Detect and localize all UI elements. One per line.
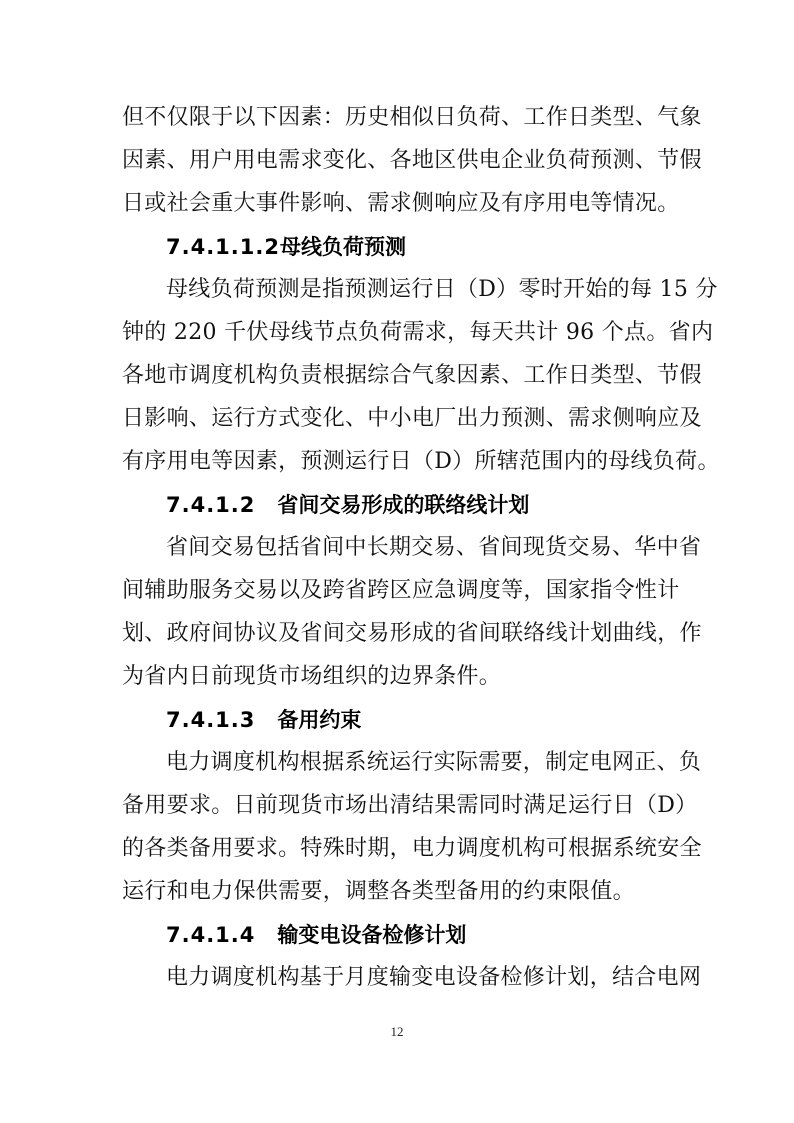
section-heading: [166, 490, 529, 520]
paragraph-line: 各地市调度机构负责根据综合气象因素、工作日类型、节假: [122, 363, 702, 388]
section-number: 7.4.1.1.2: [166, 235, 280, 259]
paragraph-line: 为省内日前现货市场组织的边界条件。: [122, 664, 502, 689]
paragraph-line: 备用要求。日前现货市场出清结果需同时满足运行日（D）: [122, 793, 698, 818]
section-number: 7.4.1.4: [166, 923, 256, 947]
paragraph-line: 日或社会重大事件影响、需求侧响应及有序用电等情况。: [122, 191, 680, 216]
paragraph-line: 的各类备用要求。特殊时期，电力调度机构可根据系统安全: [122, 836, 702, 861]
paragraph-line: 电力调度机构基于月度输变电设备检修计划，结合电网: [166, 965, 702, 990]
section-title: 省间交易形成的联络线计划: [277, 493, 530, 517]
section-heading: [166, 705, 361, 735]
paragraph-line: 钟的 220 千伏母线节点负荷需求，每天共计 96 个点。省内: [122, 320, 714, 345]
paragraph-line: 日影响、运行方式变化、中小电厂出力预测、需求侧响应及: [122, 406, 702, 431]
paragraph-line: 运行和电力保供需要，调整各类型备用的约束限值。: [122, 879, 635, 904]
section-number: 7.4.1.2: [166, 493, 256, 517]
paragraph-line: 因素、用户用电需求变化、各地区供电企业负荷预测、节假: [122, 148, 702, 173]
section-title: 母线负荷预测: [279, 235, 406, 259]
page-number: 12: [390, 1024, 404, 1039]
paragraph-line: 母线负荷预测是指预测运行日（D）零时开始的每 15 分: [166, 277, 718, 302]
paragraph-line: 划、政府间协议及省间交易形成的省间联络线计划曲线，作: [122, 621, 702, 646]
paragraph-line: 有序用电等因素，预测运行日（D）所辖范围内的母线负荷。: [122, 449, 720, 474]
paragraph-line: 省间交易包括省间中长期交易、省间现货交易、华中省: [166, 535, 702, 560]
paragraph-line: 但不仅限于以下因素：历史相似日负荷、工作日类型、气象: [122, 105, 702, 130]
paragraph-line: 电力调度机构根据系统运行实际需要，制定电网正、负: [166, 750, 702, 775]
section-heading: [166, 232, 406, 262]
section-number: 7.4.1.3: [166, 708, 256, 732]
section-heading: [166, 920, 466, 950]
section-title: 输变电设备检修计划: [277, 923, 467, 947]
paragraph-line: 间辅助服务交易以及跨省跨区应急调度等，国家指令性计: [122, 578, 680, 603]
section-title: 备用约束: [277, 708, 362, 732]
